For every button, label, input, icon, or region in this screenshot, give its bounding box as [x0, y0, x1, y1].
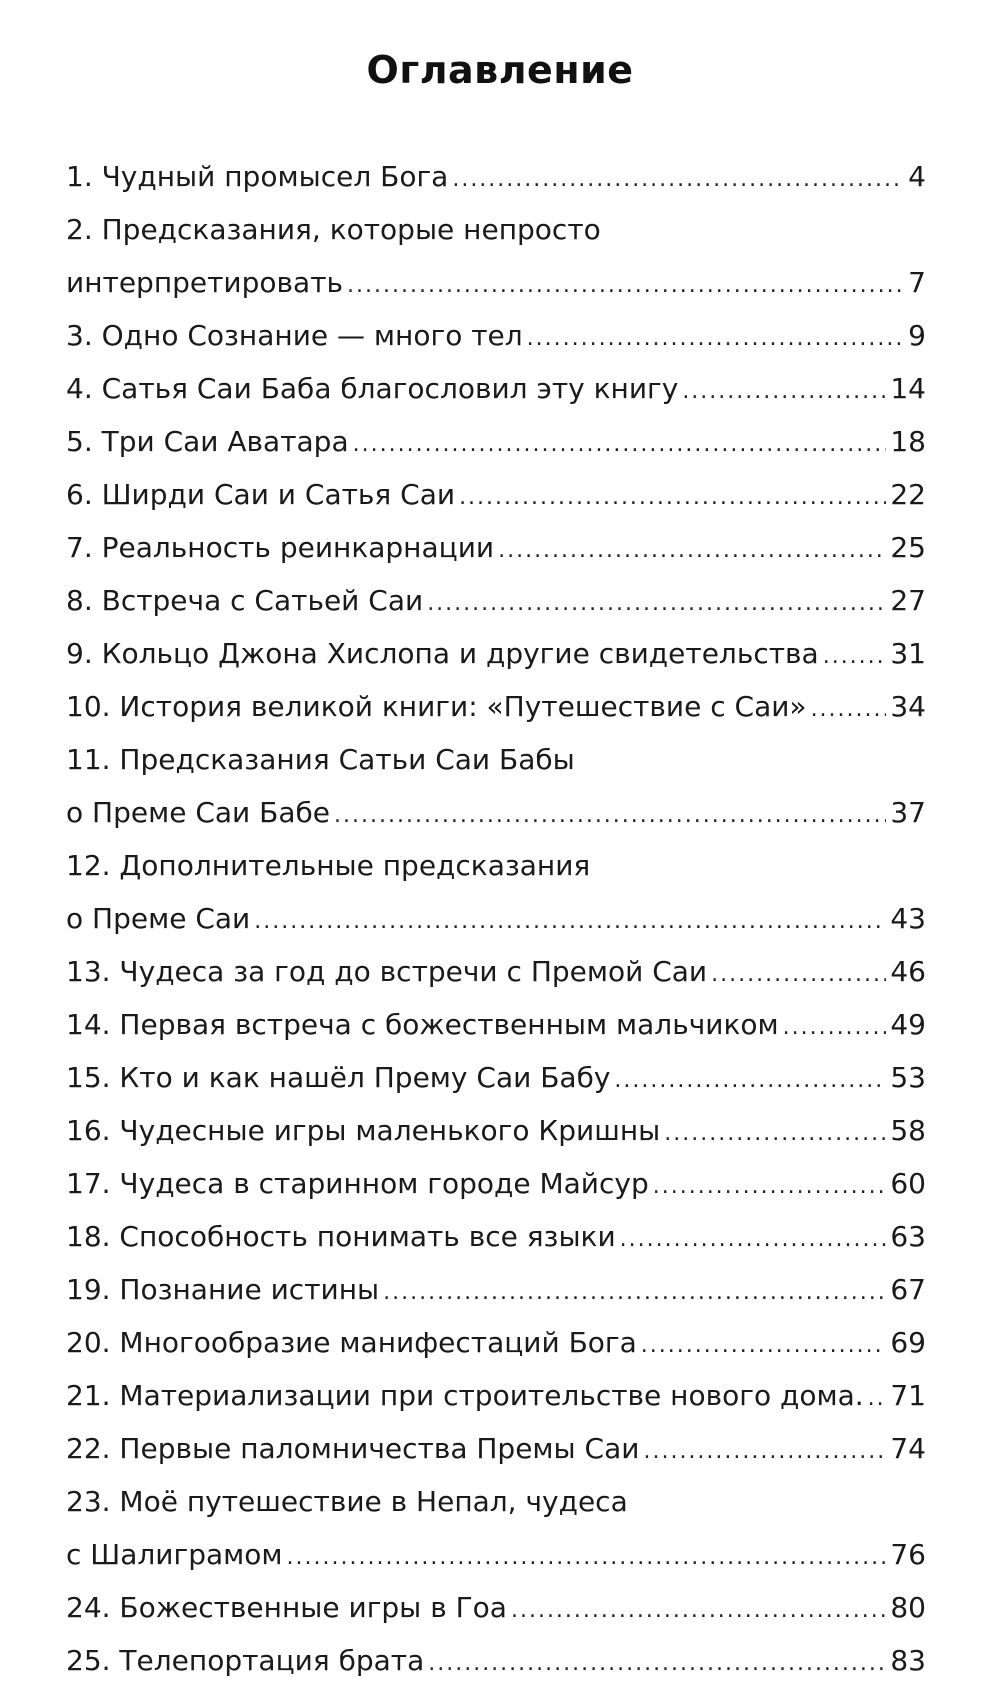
- toc-page-number: 18: [890, 425, 926, 458]
- toc-page-number: 67: [890, 1273, 926, 1306]
- toc-page-number: 60: [890, 1167, 926, 1200]
- dot-leader: [353, 418, 887, 468]
- page-title: Оглавление: [366, 48, 634, 92]
- toc-entry-line: [66, 945, 926, 998]
- toc-entry-line: [66, 1051, 926, 1104]
- toc-entry-line: [66, 468, 926, 521]
- toc-entry-title: 15. Кто и как нашёл Прему Саи Бабу: [66, 1061, 611, 1094]
- toc-entry-title: 25. Телепортация брата: [66, 1644, 425, 1677]
- toc-entry-title: 8. Встреча с Сатьей Саи: [66, 584, 424, 617]
- dot-leader: [783, 1001, 887, 1051]
- toc-entry-line: [66, 203, 926, 256]
- toc-entry-title: 3. Одно Сознание — много тел: [66, 319, 523, 352]
- toc-entry-title: 21. Материализации при строительстве нового дома.: [66, 1379, 864, 1412]
- toc-page-number: 34: [890, 690, 926, 723]
- toc-entry-title: 11. Предсказания Сатьи Саи Бабы: [66, 743, 575, 776]
- toc-page-number: 37: [890, 796, 926, 829]
- toc-entry-title: 19. Познание истины: [66, 1273, 380, 1306]
- toc-entry-title: интерпретировать: [66, 266, 344, 299]
- toc-entry-line: [66, 309, 926, 362]
- toc-entry-line: [66, 839, 926, 892]
- toc-entry-line: [66, 521, 926, 574]
- toc-entry-title: 5. Три Саи Аватара: [66, 425, 349, 458]
- toc-entry-title: 6. Ширди Саи и Сатья Саи: [66, 478, 456, 511]
- dot-leader: [641, 1319, 887, 1369]
- toc-page-number: 46: [890, 955, 926, 988]
- dot-leader: [653, 1160, 887, 1210]
- toc-page-number: 4: [908, 160, 926, 193]
- toc-page-number: 53: [890, 1061, 926, 1094]
- toc-entry-title: 14. Первая встреча с божественным мальчиком: [66, 1008, 779, 1041]
- toc-entry-title: 1. Чудный промысел Бога: [66, 160, 449, 193]
- toc-page-number: 22: [890, 478, 926, 511]
- toc-entry-title: 17. Чудеса в старинном городе Майсур: [66, 1167, 649, 1200]
- toc-entry-line: [66, 1422, 926, 1475]
- toc-page-number: 49: [890, 1008, 926, 1041]
- toc-page-number: 43: [890, 902, 926, 935]
- dot-leader: [254, 895, 886, 945]
- dot-leader: [711, 948, 886, 998]
- dot-leader: [452, 153, 904, 203]
- dot-leader: [811, 683, 887, 733]
- toc-page-number: 63: [890, 1220, 926, 1253]
- toc-page-number: 74: [890, 1432, 926, 1465]
- toc-entry-line: [66, 362, 926, 415]
- dot-leader: [682, 365, 886, 415]
- dot-leader: [620, 1213, 887, 1263]
- toc-entry-line: [66, 1528, 926, 1581]
- dot-leader: [823, 630, 887, 680]
- dot-leader: [527, 312, 905, 362]
- toc-entry-line: [66, 256, 926, 309]
- toc-page-number: 58: [890, 1114, 926, 1147]
- toc-entry-title: 13. Чудеса за год до встречи с Премой Саи: [66, 955, 708, 988]
- dot-leader: [428, 1637, 886, 1687]
- toc-entry-line: [66, 1263, 926, 1316]
- toc-entry-line: [66, 680, 926, 733]
- toc-entry-title: 24. Божественные игры в Гоа: [66, 1591, 507, 1624]
- toc-entry-title: 22. Первые паломничества Премы Саи: [66, 1432, 640, 1465]
- toc-entry-line: [66, 1210, 926, 1263]
- toc-entry-line: [66, 150, 926, 203]
- toc-page-number: 14: [890, 372, 926, 405]
- toc-entry-title: о Преме Саи: [66, 902, 251, 935]
- dot-leader: [498, 524, 886, 574]
- dot-leader: [347, 259, 904, 309]
- toc-page-number: 80: [890, 1591, 926, 1624]
- toc-entry-title: 16. Чудесные игры маленького Кришны: [66, 1114, 661, 1147]
- dot-leader: [334, 789, 886, 839]
- dot-leader: [868, 1372, 887, 1422]
- toc-entry-title: с Шалиграмом: [66, 1538, 283, 1571]
- toc-entry-line: [66, 415, 926, 468]
- toc-page-number: 31: [890, 637, 926, 670]
- table-of-contents: [66, 150, 926, 1687]
- toc-entry-title: 12. Дополнительные предсказания: [66, 849, 591, 882]
- toc-page-number: 27: [890, 584, 926, 617]
- toc-entry-line: [66, 1157, 926, 1210]
- toc-entry-title: 7. Реальность реинкарнации: [66, 531, 495, 564]
- toc-entry-line: [66, 1581, 926, 1634]
- dot-leader: [511, 1584, 886, 1634]
- toc-entry-title: о Преме Саи Бабе: [66, 796, 331, 829]
- toc-page-number: 71: [890, 1379, 926, 1412]
- toc-entry-line: [66, 574, 926, 627]
- dot-leader: [664, 1107, 886, 1157]
- toc-page-number: 83: [890, 1644, 926, 1677]
- dot-leader: [427, 577, 886, 627]
- toc-entry-line: [66, 1316, 926, 1369]
- toc-entry-line: [66, 1475, 926, 1528]
- toc-entry-line: [66, 733, 926, 786]
- toc-entry-line: [66, 1104, 926, 1157]
- dot-leader: [614, 1054, 886, 1104]
- toc-entry-title: 10. История великой книги: «Путешествие с Саи»: [66, 690, 807, 723]
- toc-entry-title: 20. Многообразие манифестаций Бога: [66, 1326, 637, 1359]
- toc-page-number: 76: [890, 1538, 926, 1571]
- toc-page-number: 9: [908, 319, 926, 352]
- dot-leader: [643, 1425, 886, 1475]
- dot-leader: [383, 1266, 886, 1316]
- toc-entry-line: [66, 998, 926, 1051]
- toc-entry-title: 18. Способность понимать все языки: [66, 1220, 616, 1253]
- toc-entry-line: [66, 1634, 926, 1687]
- toc-entry-title: 23. Моё путешествие в Непал, чудеса: [66, 1485, 628, 1518]
- toc-page-number: 7: [908, 266, 926, 299]
- dot-leader: [287, 1531, 887, 1581]
- toc-entry-line: [66, 892, 926, 945]
- toc-page-number: 69: [890, 1326, 926, 1359]
- toc-entry-title: 2. Предсказания, которые непросто: [66, 213, 601, 246]
- toc-entry-title: 4. Сатья Саи Баба благословил эту книгу: [66, 372, 679, 405]
- toc-page-number: 25: [890, 531, 926, 564]
- toc-entry-line: [66, 627, 926, 680]
- toc-entry-line: [66, 786, 926, 839]
- toc-entry-title: 9. Кольцо Джона Хислопа и другие свидетельства: [66, 637, 819, 670]
- dot-leader: [459, 471, 886, 521]
- toc-entry-line: [66, 1369, 926, 1422]
